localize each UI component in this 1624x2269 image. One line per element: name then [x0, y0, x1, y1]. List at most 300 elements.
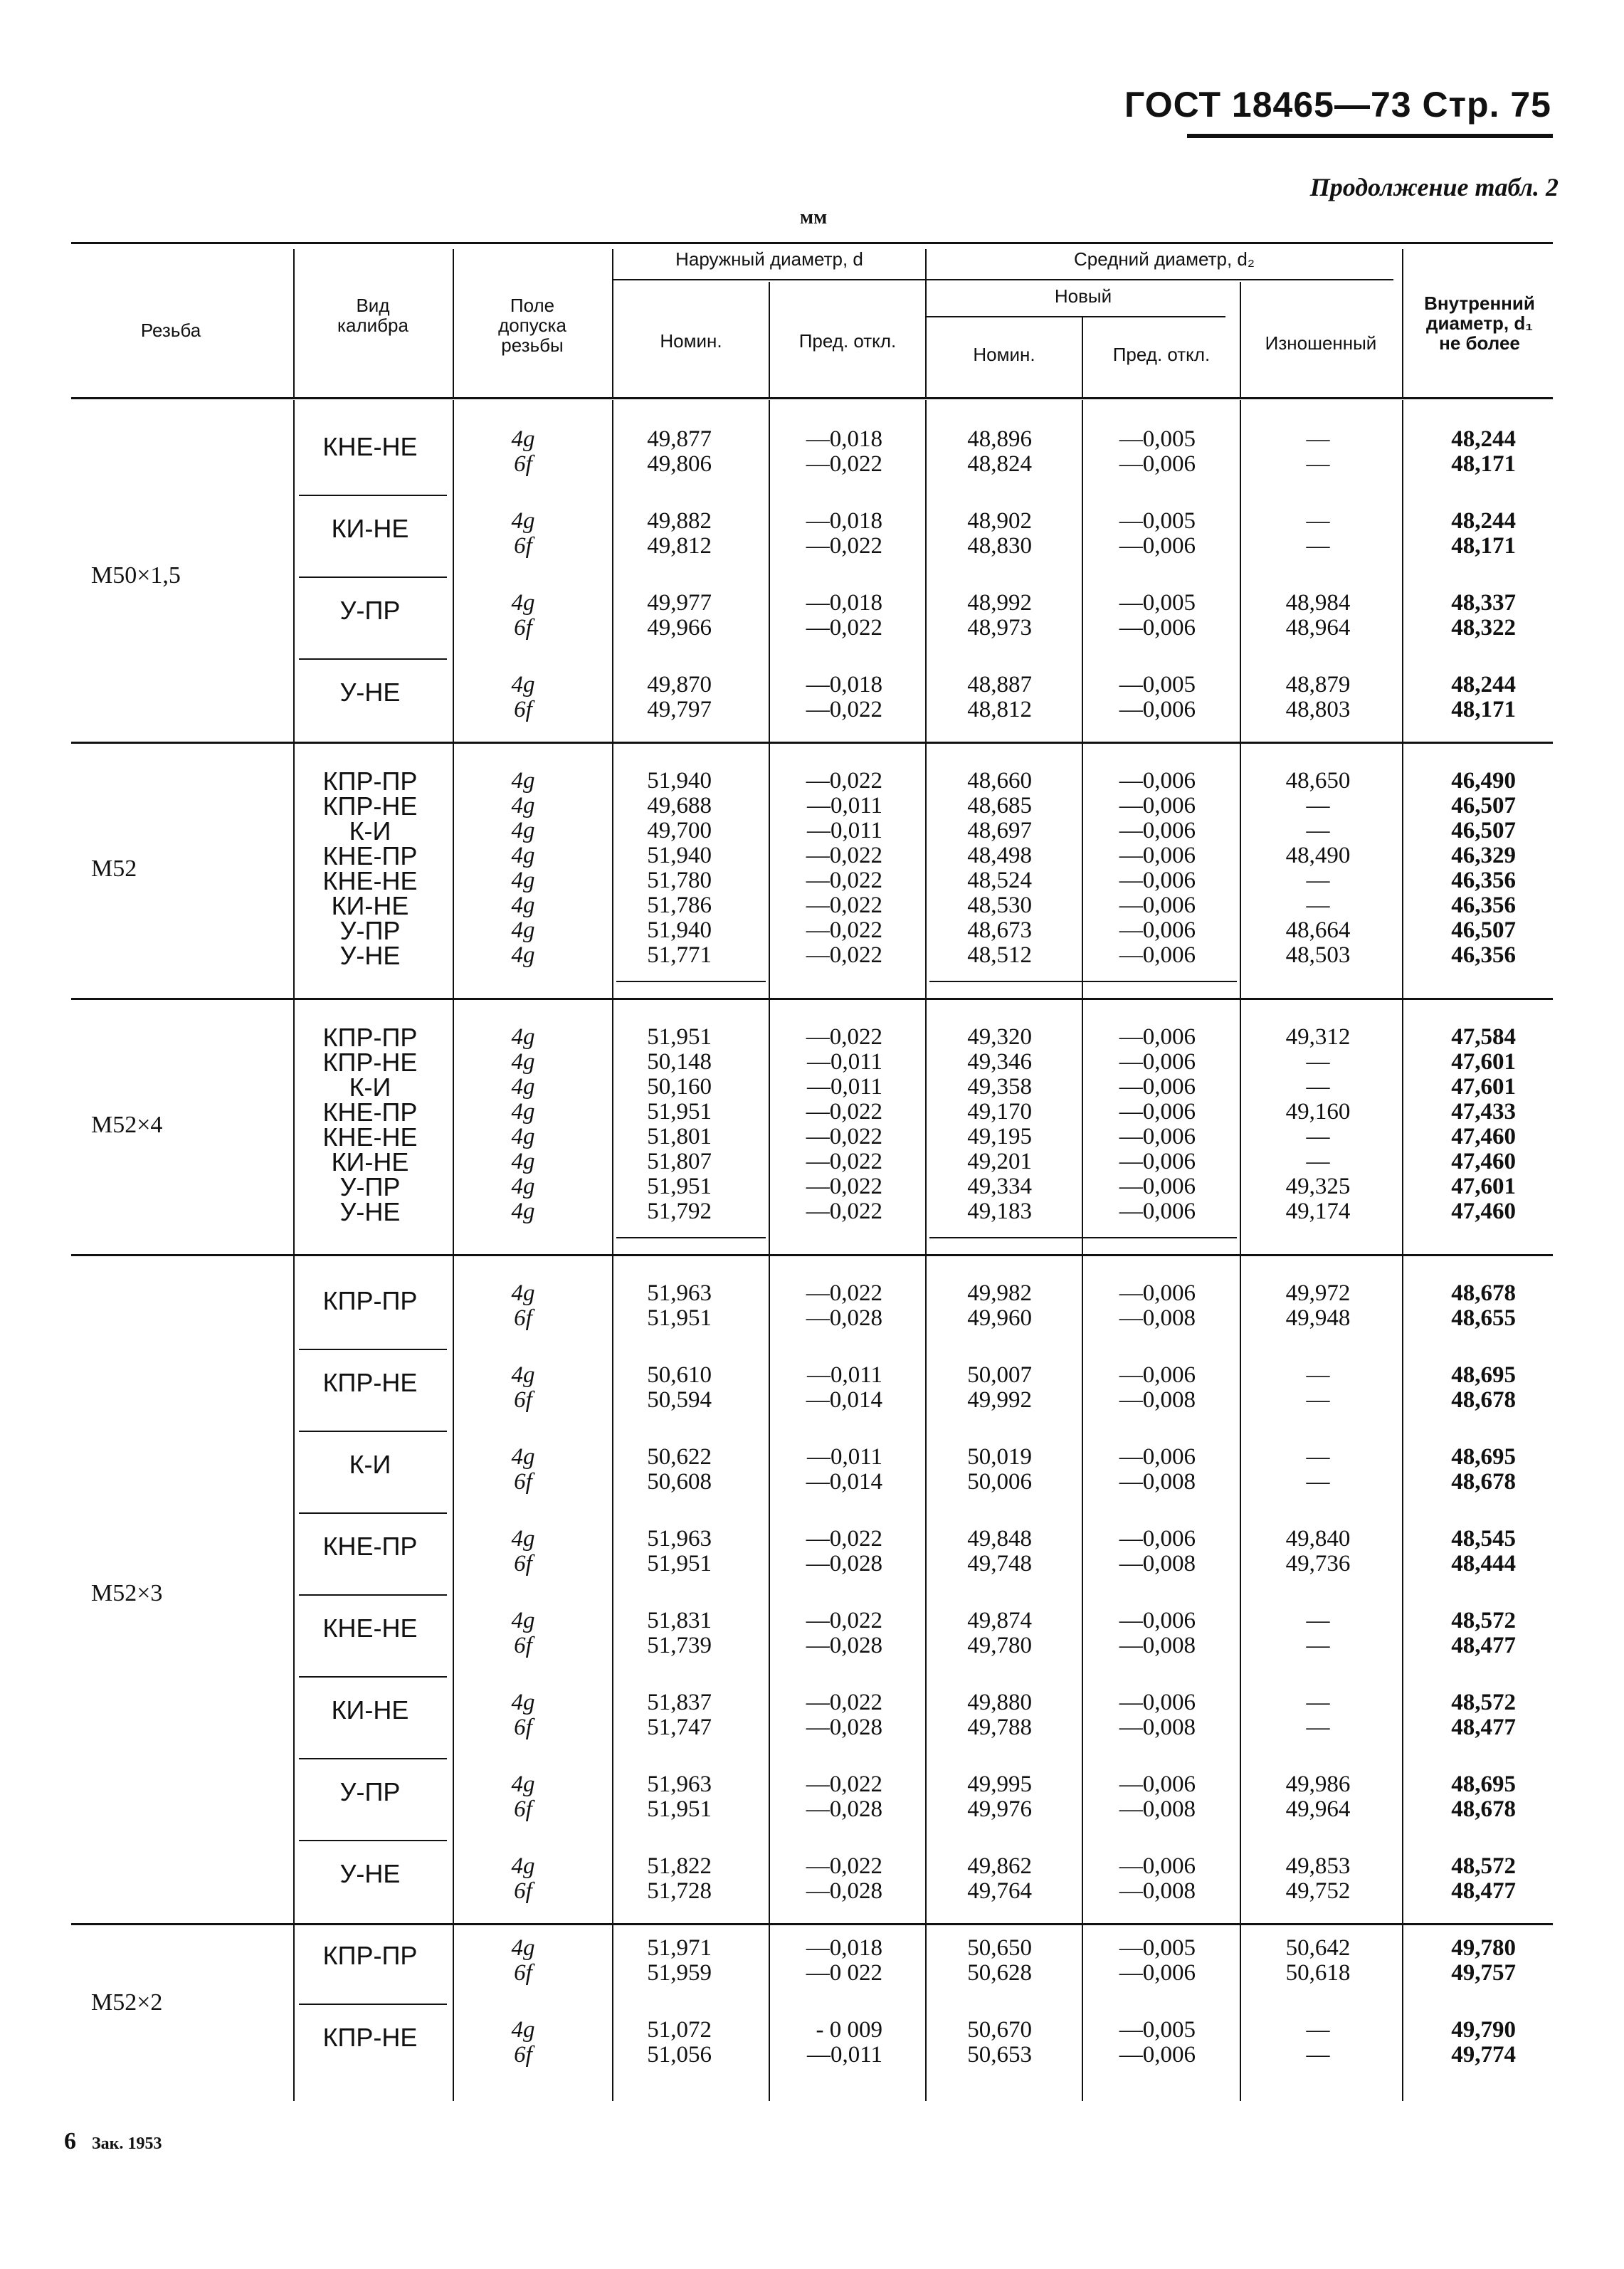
cell-pole: 4g — [511, 1149, 535, 1174]
col-worn: Изношенный — [1265, 332, 1377, 354]
cell-d2-dev: —0,006 — [1119, 1690, 1196, 1715]
cell-d-dev: —0,028 — [806, 1305, 882, 1331]
cell-wear: 49,840 — [1285, 1526, 1351, 1552]
cell-wear: — — [1306, 533, 1330, 559]
page-header: ГОСТ 18465—73 Стр. 75 — [1124, 85, 1551, 125]
cell-d-dev: —0,011 — [806, 1049, 882, 1075]
cell-d2-nom: 49,764 — [967, 1878, 1032, 1904]
cell-d1: 48,545 — [1451, 1526, 1516, 1552]
cell-d2-nom: 49,183 — [967, 1199, 1032, 1224]
cell-kal: К-И — [349, 1073, 391, 1102]
footer-page-number: 6 — [64, 2128, 76, 2154]
body-vline — [1082, 400, 1083, 2101]
cell-d-dev: —0,022 — [806, 1024, 882, 1050]
header-bottom-rule — [71, 397, 1553, 399]
gauge-separator — [299, 495, 447, 496]
cell-d-dev: —0,022 — [806, 615, 882, 641]
cell-wear: — — [1306, 793, 1330, 818]
cell-d1: 48,444 — [1451, 1551, 1516, 1576]
cell-d2-nom: 49,848 — [967, 1526, 1032, 1552]
cell-d2-nom: 48,524 — [967, 868, 1032, 893]
cell-d1: 46,507 — [1451, 793, 1516, 818]
cell-d-nom: 51,959 — [647, 1960, 712, 1986]
col-outer-diam: Наружный диаметр, d — [675, 248, 863, 270]
cell-kal: У-НЕ — [339, 1859, 401, 1888]
cell-d1: 46,329 — [1451, 843, 1516, 868]
cell-kal: КПР-ПР — [322, 1941, 418, 1970]
cell-d2-dev: —0,006 — [1119, 697, 1196, 722]
cell-d2-nom: 48,512 — [967, 942, 1032, 968]
cell-pole: 4g — [511, 818, 535, 843]
cell-d2-dev: —0,006 — [1119, 615, 1196, 641]
cell-d-nom: 51,837 — [647, 1690, 712, 1715]
cell-d2-dev: —0,006 — [1119, 1024, 1196, 1050]
cell-d2-dev: —0,006 — [1119, 1362, 1196, 1388]
cell-wear: 49,736 — [1285, 1551, 1351, 1576]
cell-d2-nom: 49,170 — [967, 1099, 1032, 1125]
cell-d2-nom: 49,992 — [967, 1387, 1032, 1413]
cell-kal: КПР-НЕ — [322, 1368, 418, 1397]
thread-label: M52×3 — [91, 1579, 163, 1606]
cell-d-dev: —0,028 — [806, 1551, 882, 1576]
cell-wear: 48,503 — [1285, 942, 1351, 968]
cell-pole: 6f — [514, 451, 532, 477]
cell-d-nom: 51,807 — [647, 1149, 712, 1174]
cell-d-dev: —0,018 — [806, 508, 882, 534]
cell-d2-nom: 48,697 — [967, 818, 1032, 843]
outer-diam-subrule — [613, 279, 925, 280]
cell-d-dev: —0,014 — [806, 1469, 882, 1495]
cell-d2-dev: —0,006 — [1119, 1771, 1196, 1797]
cell-d2-dev: —0,006 — [1119, 1526, 1196, 1552]
cell-pole: 4g — [511, 1771, 535, 1797]
cell-d-dev: —0,011 — [806, 1074, 882, 1100]
cell-d2-nom: 48,812 — [967, 697, 1032, 722]
cell-d2-dev: —0,006 — [1119, 1074, 1196, 1100]
col-mid-deviation: Пред. откл. — [1112, 344, 1211, 365]
cell-kal: КНЕ-ПР — [322, 1097, 418, 1127]
thread-label: M52 — [91, 856, 137, 882]
cell-pole: 4g — [511, 426, 535, 452]
cell-pole: 4g — [511, 843, 535, 868]
cell-d2-nom: 48,660 — [967, 768, 1032, 794]
cell-d-nom: 50,148 — [647, 1049, 712, 1075]
cell-d2-dev: —0,006 — [1119, 843, 1196, 868]
header-vline — [1240, 282, 1241, 397]
cell-d-nom: 51,963 — [647, 1280, 712, 1306]
cell-d-dev: —0,022 — [806, 1771, 882, 1797]
cell-d-nom: 51,940 — [647, 768, 712, 794]
col-gauge-type: Вид калибра — [337, 295, 408, 336]
cell-wear: 48,664 — [1285, 917, 1351, 943]
cell-d-dev: - 0 009 — [816, 2017, 882, 2043]
cell-d1: 49,774 — [1451, 2042, 1516, 2068]
cell-d-nom: 50,622 — [647, 1444, 712, 1470]
cell-d-nom: 51,951 — [647, 1174, 712, 1199]
cell-pole: 4g — [511, 1124, 535, 1149]
header-vline — [1402, 249, 1403, 397]
mid-diam-subrule — [927, 279, 1393, 280]
cell-d1: 48,244 — [1451, 672, 1516, 697]
col-mid-nominal: Номин. — [973, 344, 1035, 365]
cell-kal: КИ-НЕ — [331, 891, 409, 920]
cell-pole: 4g — [511, 508, 535, 534]
units-label: мм — [800, 206, 828, 228]
cell-d-nom: 51,801 — [647, 1124, 712, 1149]
cell-pole: 4g — [511, 793, 535, 818]
gauge-separator — [299, 1349, 447, 1350]
cell-wear: 48,803 — [1285, 697, 1351, 722]
cell-wear: — — [1306, 451, 1330, 477]
cell-d1: 49,780 — [1451, 1935, 1516, 1961]
cell-pole: 6f — [514, 1387, 532, 1413]
cell-d2-nom: 49,862 — [967, 1853, 1032, 1879]
cell-d-dev: —0 022 — [806, 1960, 882, 1986]
cell-d2-dev: —0,005 — [1119, 426, 1196, 452]
cell-pole: 4g — [511, 1608, 535, 1633]
cell-d1: 46,356 — [1451, 893, 1516, 918]
header-vline — [1082, 317, 1083, 397]
cell-wear: — — [1306, 818, 1330, 843]
cell-d1: 49,790 — [1451, 2017, 1516, 2043]
cell-d2-dev: —0,006 — [1119, 1174, 1196, 1199]
cell-d-nom: 51,771 — [647, 942, 712, 968]
cell-kal: К-И — [349, 1450, 391, 1479]
cell-d-dev: —0,011 — [806, 1444, 882, 1470]
cell-d2-dev: —0,005 — [1119, 1935, 1196, 1961]
cell-d1: 48,337 — [1451, 590, 1516, 616]
cell-d2-dev: —0,006 — [1119, 893, 1196, 918]
cell-d1: 48,244 — [1451, 508, 1516, 534]
cell-pole: 4g — [511, 868, 535, 893]
cell-pole: 4g — [511, 1280, 535, 1306]
cell-d2-nom: 48,896 — [967, 426, 1032, 452]
cell-pole: 4g — [511, 1049, 535, 1075]
cell-wear: 48,879 — [1285, 672, 1351, 697]
cell-pole: 6f — [514, 1469, 532, 1495]
cell-wear: 49,312 — [1285, 1024, 1351, 1050]
cell-wear: 49,160 — [1285, 1099, 1351, 1125]
cell-d-dev: —0,022 — [806, 1608, 882, 1633]
cell-kal: У-НЕ — [339, 941, 401, 970]
cell-wear: — — [1306, 1362, 1330, 1388]
gauge-separator — [299, 1512, 447, 1514]
cell-d2-nom: 48,973 — [967, 615, 1032, 641]
header-vline — [769, 282, 770, 397]
cell-d2-dev: —0,008 — [1119, 1633, 1196, 1658]
cell-wear: — — [1306, 426, 1330, 452]
cell-wear: — — [1306, 1074, 1330, 1100]
cell-pole: 4g — [511, 672, 535, 697]
footer-order: Зак. 1953 — [92, 2134, 162, 2153]
body-vline — [453, 400, 454, 2101]
body-vline — [612, 400, 613, 2101]
cell-d-nom: 51,951 — [647, 1099, 712, 1125]
cell-d-dev: —0,022 — [806, 697, 882, 722]
gauge-separator — [299, 1758, 447, 1759]
cell-wear: — — [1306, 2042, 1330, 2068]
cell-kal: КПР-НЕ — [322, 2023, 418, 2052]
new-subrule — [927, 316, 1225, 317]
cell-kal: У-ПР — [339, 1777, 401, 1806]
cell-d1: 46,507 — [1451, 818, 1516, 843]
cell-d1: 46,356 — [1451, 868, 1516, 893]
cell-d1: 47,460 — [1451, 1124, 1516, 1149]
cell-d1: 47,601 — [1451, 1049, 1516, 1075]
cell-kal: КПР-ПР — [322, 1023, 418, 1052]
col-mid-diam: Средний диаметр, d₂ — [1074, 248, 1255, 270]
cell-d2-nom: 50,653 — [967, 2042, 1032, 2068]
cell-d1: 47,433 — [1451, 1099, 1516, 1125]
cell-d-dev: —0,011 — [806, 1362, 882, 1388]
cell-d-dev: —0,022 — [806, 1690, 882, 1715]
cell-pole: 6f — [514, 2042, 532, 2068]
cell-d-nom: 50,608 — [647, 1469, 712, 1495]
cell-kal: У-НЕ — [339, 678, 401, 707]
cell-d-nom: 51,940 — [647, 917, 712, 943]
cell-pole: 4g — [511, 590, 535, 616]
cell-d-nom: 51,072 — [647, 2017, 712, 2043]
cell-d2-dev: —0,006 — [1119, 1199, 1196, 1224]
cell-pole: 4g — [511, 1174, 535, 1199]
cell-d2-nom: 49,780 — [967, 1633, 1032, 1658]
cell-kal: КНЕ-ПР — [322, 841, 418, 870]
cell-pole: 4g — [511, 1935, 535, 1961]
page-footer — [64, 2128, 162, 2155]
cell-wear: — — [1306, 1469, 1330, 1495]
cell-d-nom: 49,877 — [647, 426, 712, 452]
thread-label: M52×4 — [91, 1112, 163, 1138]
cell-wear: 49,972 — [1285, 1280, 1351, 1306]
cell-pole: 4g — [511, 893, 535, 918]
cell-d1: 48,322 — [1451, 615, 1516, 641]
cell-d2-nom: 49,201 — [967, 1149, 1032, 1174]
cell-d-nom: 51,951 — [647, 1024, 712, 1050]
cell-d1: 48,572 — [1451, 1853, 1516, 1879]
cell-d2-nom: 50,670 — [967, 2017, 1032, 2043]
gauge-separator — [299, 658, 447, 660]
cell-d2-dev: —0,006 — [1119, 1280, 1196, 1306]
cell-d1: 48,477 — [1451, 1633, 1516, 1658]
cell-wear: — — [1306, 868, 1330, 893]
thread-label: M50×1,5 — [91, 562, 181, 589]
cell-d-dev: —0,028 — [806, 1715, 882, 1740]
cell-d2-dev: —0,006 — [1119, 942, 1196, 968]
cell-d-dev: —0,022 — [806, 942, 882, 968]
cell-d-nom: 51,940 — [647, 843, 712, 868]
cell-d1: 47,584 — [1451, 1024, 1516, 1050]
cell-kal: У-ПР — [339, 596, 401, 625]
cell-d-nom: 50,610 — [647, 1362, 712, 1388]
gauge-separator — [299, 1840, 447, 1841]
cell-pole: 6f — [514, 697, 532, 722]
body-vline — [925, 400, 927, 2101]
cell-d2-nom: 49,195 — [967, 1124, 1032, 1149]
cell-d-dev: —0,022 — [806, 1199, 882, 1224]
cell-d2-dev: —0,006 — [1119, 1444, 1196, 1470]
cell-d2-dev: —0,006 — [1119, 917, 1196, 943]
cell-d1: 46,356 — [1451, 942, 1516, 968]
cell-wear: 48,490 — [1285, 843, 1351, 868]
cell-pole: 6f — [514, 1878, 532, 1904]
cell-d2-nom: 48,902 — [967, 508, 1032, 534]
cell-d-nom: 51,780 — [647, 868, 712, 893]
data-separator — [616, 1237, 766, 1238]
cell-d-nom: 51,056 — [647, 2042, 712, 2068]
col-tolerance: Поле допуска резьбы — [498, 295, 566, 356]
cell-wear: 49,325 — [1285, 1174, 1351, 1199]
cell-d-nom: 49,700 — [647, 818, 712, 843]
cell-d2-dev: —0,006 — [1119, 1124, 1196, 1149]
cell-wear: 48,650 — [1285, 768, 1351, 794]
cell-d-dev: —0,011 — [806, 793, 882, 818]
cell-d2-nom: 49,976 — [967, 1796, 1032, 1822]
cell-kal: КИ-НЕ — [331, 1147, 409, 1176]
cell-d-dev: —0,018 — [806, 426, 882, 452]
cell-d-nom: 49,966 — [647, 615, 712, 641]
cell-pole: 4g — [511, 1362, 535, 1388]
cell-d-dev: —0,022 — [806, 1853, 882, 1879]
header-vline — [612, 249, 613, 397]
cell-d1: 47,460 — [1451, 1199, 1516, 1224]
cell-wear: — — [1306, 2017, 1330, 2043]
cell-pole: 4g — [511, 1853, 535, 1879]
cell-pole: 4g — [511, 1199, 535, 1224]
cell-wear: 48,984 — [1285, 590, 1351, 616]
cell-d-nom: 51,822 — [647, 1853, 712, 1879]
cell-wear: 49,853 — [1285, 1853, 1351, 1879]
cell-d2-dev: —0,006 — [1119, 1099, 1196, 1125]
cell-wear: — — [1306, 1387, 1330, 1413]
cell-pole: 4g — [511, 1099, 535, 1125]
cell-pole: 6f — [514, 1305, 532, 1331]
cell-d-dev: —0,022 — [806, 451, 882, 477]
gauge-separator — [299, 1594, 447, 1596]
cell-d-nom: 49,812 — [647, 533, 712, 559]
cell-d2-dev: —0,008 — [1119, 1878, 1196, 1904]
cell-d1: 47,460 — [1451, 1149, 1516, 1174]
body-vline — [769, 400, 770, 2101]
cell-wear: 49,948 — [1285, 1305, 1351, 1331]
cell-wear: — — [1306, 1690, 1330, 1715]
table-continuation-note: Продолжение табл. 2 — [1309, 173, 1559, 201]
cell-d-nom: 51,963 — [647, 1771, 712, 1797]
cell-d2-dev: —0,006 — [1119, 868, 1196, 893]
cell-d2-nom: 49,960 — [967, 1305, 1032, 1331]
cell-d-nom: 49,688 — [647, 793, 712, 818]
cell-d-dev: —0,022 — [806, 893, 882, 918]
cell-kal: КПР-НЕ — [322, 791, 418, 821]
gauge-separator — [299, 1431, 447, 1432]
cell-d-dev: —0,022 — [806, 1526, 882, 1552]
cell-d-nom: 50,594 — [647, 1387, 712, 1413]
cell-d1: 48,655 — [1451, 1305, 1516, 1331]
cell-kal: У-ПР — [339, 916, 401, 945]
cell-d2-dev: —0,008 — [1119, 1715, 1196, 1740]
data-separator — [929, 981, 1237, 982]
cell-kal: К-И — [349, 816, 391, 846]
cell-d1: 48,477 — [1451, 1715, 1516, 1740]
col-outer-nominal: Номин. — [660, 330, 722, 352]
cell-d-dev: —0,014 — [806, 1387, 882, 1413]
cell-d2-nom: 48,685 — [967, 793, 1032, 818]
cell-d2-nom: 50,006 — [967, 1469, 1032, 1495]
cell-d-dev: —0,022 — [806, 843, 882, 868]
cell-d2-dev: —0,008 — [1119, 1551, 1196, 1576]
cell-d-nom: 51,831 — [647, 1608, 712, 1633]
cell-d1: 48,572 — [1451, 1608, 1516, 1633]
cell-d-dev: —0,022 — [806, 868, 882, 893]
cell-d-nom: 51,951 — [647, 1796, 712, 1822]
cell-wear: — — [1306, 1049, 1330, 1075]
cell-d1: 48,171 — [1451, 697, 1516, 722]
cell-d2-dev: —0,008 — [1119, 1387, 1196, 1413]
cell-d2-nom: 48,824 — [967, 451, 1032, 477]
cell-wear: — — [1306, 508, 1330, 534]
body-vline — [293, 400, 295, 2101]
cell-d2-nom: 48,498 — [967, 843, 1032, 868]
cell-d-dev: —0,022 — [806, 1099, 882, 1125]
header-vline — [293, 249, 295, 397]
cell-wear: — — [1306, 1608, 1330, 1633]
col-outer-deviation: Пред. откл. — [798, 330, 897, 352]
cell-wear: — — [1306, 893, 1330, 918]
cell-d2-dev: —0,005 — [1119, 672, 1196, 697]
cell-kal: У-ПР — [339, 1172, 401, 1201]
cell-d-nom: 51,951 — [647, 1551, 712, 1576]
cell-d-nom: 49,882 — [647, 508, 712, 534]
cell-wear: 48,964 — [1285, 615, 1351, 641]
cell-d2-dev: —0,005 — [1119, 590, 1196, 616]
cell-kal: КПР-ПР — [322, 1286, 418, 1315]
cell-wear: 49,986 — [1285, 1771, 1351, 1797]
cell-d-nom: 51,747 — [647, 1715, 712, 1740]
cell-d2-nom: 49,320 — [967, 1024, 1032, 1050]
cell-d1: 48,572 — [1451, 1690, 1516, 1715]
cell-d2-nom: 49,358 — [967, 1074, 1032, 1100]
cell-d2-dev: —0,006 — [1119, 818, 1196, 843]
cell-d-nom: 51,739 — [647, 1633, 712, 1658]
cell-d2-dev: —0,008 — [1119, 1469, 1196, 1495]
cell-kal: КНЕ-НЕ — [322, 1613, 418, 1643]
cell-pole: 4g — [511, 1526, 535, 1552]
cell-d-nom: 50,160 — [647, 1074, 712, 1100]
cell-d-nom: 49,806 — [647, 451, 712, 477]
cell-pole: 6f — [514, 1551, 532, 1576]
cell-d2-nom: 48,992 — [967, 590, 1032, 616]
cell-d2-dev: —0,005 — [1119, 508, 1196, 534]
cell-pole: 6f — [514, 1960, 532, 1986]
cell-d2-nom: 49,982 — [967, 1280, 1032, 1306]
cell-d1: 48,678 — [1451, 1280, 1516, 1306]
cell-d1: 48,244 — [1451, 426, 1516, 452]
cell-d-nom: 51,728 — [647, 1878, 712, 1904]
cell-d2-dev: —0,006 — [1119, 2042, 1196, 2068]
cell-d2-dev: —0,008 — [1119, 1796, 1196, 1822]
cell-pole: 6f — [514, 533, 532, 559]
table-top-rule — [71, 242, 1553, 244]
cell-wear: — — [1306, 1149, 1330, 1174]
cell-kal: КИ-НЕ — [331, 1695, 409, 1725]
cell-kal: КНЕ-НЕ — [322, 866, 418, 895]
cell-d2-nom: 48,830 — [967, 533, 1032, 559]
cell-d-dev: —0,028 — [806, 1633, 882, 1658]
cell-d2-dev: —0,006 — [1119, 1149, 1196, 1174]
cell-kal: КПР-НЕ — [322, 1048, 418, 1077]
cell-d-dev: —0,022 — [806, 768, 882, 794]
cell-pole: 4g — [511, 1074, 535, 1100]
body-vline — [1402, 400, 1403, 2101]
